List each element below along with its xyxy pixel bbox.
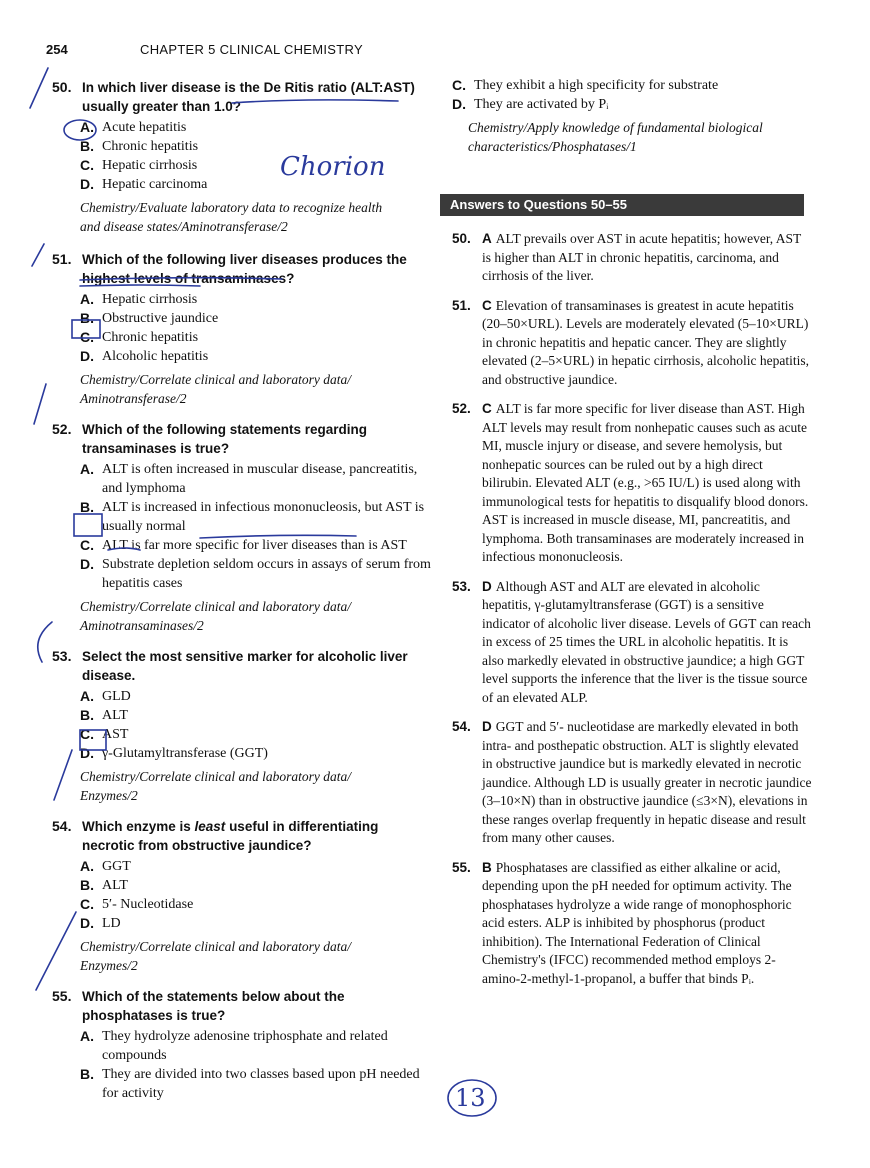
option-d: D. Substrate depletion seldom occurs in assays of serum from hepatitis cases — [80, 556, 431, 591]
answers-list — [452, 230, 812, 999]
answer-51: 51. C Elevation of transaminases is greatest in acute hepatitis (20–50×URL). Levels are moderately elevated (5–10×URL) in chronic hepatitis and hepatic cancer. They are slightly elevated (2–5×URL) in hepatic cirrhosis, alcoholic hepatitis, and obstructive jaundice. — [452, 297, 810, 387]
option-d: D. LD — [80, 915, 121, 931]
questions-column-left — [52, 78, 432, 1115]
option-d: D. γ-Glutamyltransferase (GGT) — [80, 745, 268, 761]
check-mark-50 — [30, 68, 48, 108]
option-c: C. Hepatic cirrhosis — [80, 157, 198, 173]
answer-55: 55. B Phosphatases are classified as either alkaline or acid, depending upon the pH needed for optimum activity. The phosphatases hydrolyze a wide range of monophosphoric acid esters. ALP is inhibited by phosphorus (product inhibition). The International Federation of Clinical Chemistry's (IFCC) recommended method employs 2-amino-2-methyl-1-propanol, a buffer that binds Pᵢ. — [452, 859, 792, 986]
question-number: 50. — [52, 79, 72, 95]
option-b: B. ALT — [80, 707, 128, 723]
option-a: A. GGT — [80, 858, 131, 874]
question-text: In which liver disease is the De Ritis ratio (ALT:AST) usually greater than 1.0? — [82, 80, 415, 114]
option-a: A. Hepatic cirrhosis — [80, 291, 198, 307]
option-a: A. They hydrolyze adenosine triphosphate and related compounds — [80, 1028, 388, 1063]
question-55 — [52, 987, 432, 1103]
check-mark-53 — [38, 622, 52, 662]
option-list — [80, 290, 432, 366]
question-51 — [52, 250, 432, 408]
option-d: D. They are activated by Pᵢ — [452, 96, 609, 112]
handwritten-note: Chorion — [280, 152, 386, 182]
question-53 — [52, 647, 432, 805]
page-header — [46, 42, 363, 58]
question-category: Chemistry/Evaluate laboratory data to recognize health and disease states/Aminotransferase/2 — [80, 200, 383, 234]
option-b: B. ALT is increased in infectious mononucleosis, but AST is usually normal — [80, 499, 425, 534]
question-number: 55. — [52, 988, 72, 1004]
option-list — [80, 1027, 432, 1103]
question-text: Which of the following statements regarding transaminases is true? — [82, 422, 368, 456]
question-category: Chemistry/Apply knowledge of fundamental biological characteristics/Phosphatases/1 — [468, 120, 763, 154]
question-text: Which of the following liver diseases produces the highest levels of transaminases? — [82, 252, 407, 286]
option-c: C. Chronic hepatitis — [80, 329, 199, 345]
option-d: D. Hepatic carcinoma — [80, 176, 208, 192]
option-b: B. Chronic hepatitis — [80, 138, 199, 154]
option-a: A. ALT is often increased in muscular disease, pancreatitis, and lymphoma — [80, 461, 418, 496]
question-text: Which of the statements below about the phosphatases is true? — [82, 989, 345, 1023]
option-c: C. AST — [80, 726, 129, 742]
option-a: A. Acute hepatitis — [80, 119, 187, 135]
answer-52: 52. C ALT is far more specific for liver disease than AST. High ALT levels may result from nonhepatic causes such as acute MI, muscle injury or disease, and severe hemolysis, but nonhepatic sources can be ruled out by a high direct bilirubin. Elevated ALT (e.g., >65 IU/L) is used along with immunological tests for hepatitis to disqualify blood donors. AST is increased in muscle disease, MI, pancreatitis, and lymphoma. Both transaminases are moderately increased in infectious mononucleosis. — [452, 401, 809, 564]
option-b: B. ALT — [80, 877, 128, 893]
question-category: Chemistry/Correlate clinical and laboratory data/ Aminotransferase/2 — [80, 372, 351, 406]
question-54 — [52, 817, 432, 975]
option-list — [80, 857, 432, 933]
answer-50: 50. A ALT prevails over AST in acute hepatitis; however, AST is higher than ALT in chronic hepatitis, carcinoma, and cirrhosis of the liver. — [452, 231, 802, 283]
option-a: A. GLD — [80, 688, 131, 704]
question-category: Chemistry/Correlate clinical and laboratory data/ Aminotransaminases/2 — [80, 599, 351, 633]
check-mark-52 — [34, 384, 46, 424]
question-text: Which enzyme is least useful in differentiating necrotic from obstructive jaundice? — [82, 819, 379, 853]
question-category: Chemistry/Correlate clinical and laboratory data/ Enzymes/2 — [80, 939, 351, 973]
question-text: Select the most sensitive marker for alcoholic liver disease. — [82, 649, 408, 683]
question-number: 53. — [52, 648, 72, 664]
question-number: 51. — [52, 251, 72, 267]
question-number: 52. — [52, 421, 72, 437]
option-c: C. They exhibit a high specificity for substrate — [452, 77, 719, 93]
option-c: C. 5′- Nucleotidase — [80, 896, 194, 912]
option-b: B. They are divided into two classes based upon pH needed for activity — [80, 1066, 420, 1101]
handwritten-page-mark: 13 — [455, 1084, 486, 1112]
answer-54: 54. D GGT and 5′- nucleotidase are markedly elevated in both intra- and posthepatic obstruction. ALT is slightly elevated in obstructive jaundice but is markedly elevated in necrotic jaundice. Although LD is usually greater in necrotic jaundice (3–10×N) than in obstructive jaundice (≤3×N), elevations in these ranges overlap frequently in hepatic disease and result from many other causes. — [452, 719, 812, 845]
answers-banner: Answers to Questions 50–55 — [440, 194, 804, 216]
option-d: D. Alcoholic hepatitis — [80, 348, 209, 364]
option-list — [80, 687, 432, 763]
question-category: Chemistry/Correlate clinical and laboratory data/ Enzymes/2 — [80, 769, 351, 803]
page-number: 254 — [46, 42, 68, 57]
option-c: C. ALT is far more specific for liver diseases than is AST — [80, 537, 407, 553]
option-list — [80, 460, 432, 593]
check-mark-51 — [32, 244, 44, 266]
question-55-continued — [452, 76, 822, 156]
chapter-title: CHAPTER 5 CLINICAL CHEMISTRY — [140, 42, 363, 57]
question-52 — [52, 420, 432, 635]
question-number: 54. — [52, 818, 72, 834]
answer-53: 53. D Although AST and ALT are elevated in alcoholic hepatitis, γ-glutamyltransferase (GGT) is a sensitive indicator of alcoholic liver disease. Levels of GGT can reach in excess of 25 times the URL in alcoholic hepatitis. It is also markedly elevated in obstructive jaundice; a high GGT level supports the inference that the liver is the tissue source of an elevated ALP. — [452, 578, 811, 705]
option-b: B. Obstructive jaundice — [80, 310, 219, 326]
